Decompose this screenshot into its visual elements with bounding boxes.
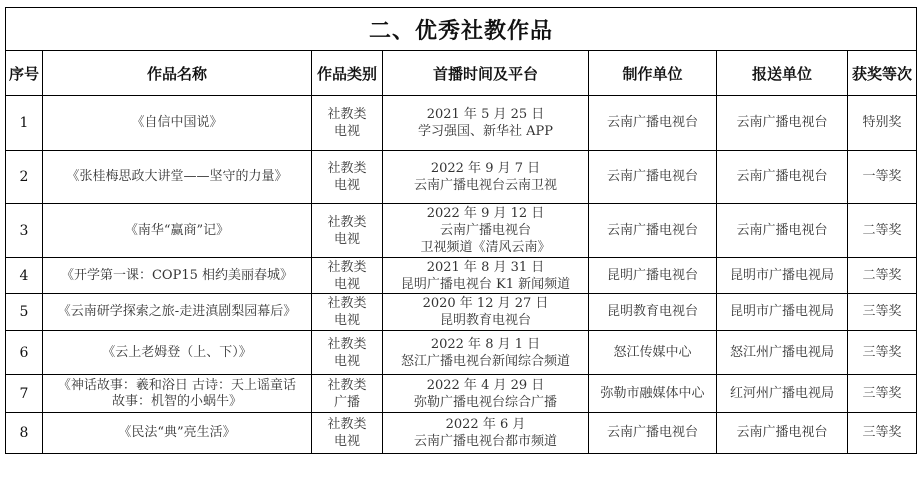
cell-producer: 云南广播电视台 (589, 151, 717, 204)
cell-category (312, 331, 383, 375)
table-row (6, 151, 917, 204)
cell-name-line: 《民法“典”亮生活》 (118, 425, 236, 440)
cell-award: 特别奖 (848, 96, 917, 151)
cell-category (312, 413, 383, 454)
table-title: 二、优秀社教作品 (6, 8, 917, 51)
cell-time-platform-line: 学习强国、新华社 APP (417, 124, 553, 139)
awards-table (5, 7, 917, 454)
cell-submitter: 云南广播电视台 (717, 204, 848, 258)
cell-time-platform-line: 2022 年 9 月 7 日 (430, 161, 541, 176)
cell-category-line: 广播 (333, 394, 360, 410)
cell-name (43, 96, 312, 151)
cell-name (43, 294, 312, 331)
cell-category (312, 258, 383, 294)
cell-producer: 昆明教育电视台 (589, 294, 717, 331)
cell-award: 三等奖 (848, 294, 917, 331)
table-row (6, 413, 917, 454)
cell-no: 6 (6, 331, 43, 375)
cell-producer: 云南广播电视台 (589, 413, 717, 454)
cell-category (312, 204, 383, 258)
header-submitter: 报送单位 (717, 51, 848, 96)
table-row (6, 258, 917, 294)
cell-name-line: 《开学第一课：COP15 相约美丽春城》 (60, 267, 294, 283)
cell-time-platform (383, 204, 589, 258)
cell-category (312, 151, 383, 204)
cell-category (312, 294, 383, 331)
cell-name-line: 《云南研学探索之旅-走进滇剧梨园幕后》 (57, 304, 297, 319)
cell-category-line: 社教类 (327, 296, 367, 311)
cell-category-line: 电视 (333, 124, 360, 139)
cell-name (43, 413, 312, 454)
cell-submitter: 云南广播电视台 (717, 151, 848, 204)
cell-time-platform (383, 413, 589, 454)
cell-producer: 昆明广播电视台 (589, 258, 717, 294)
cell-name (43, 331, 312, 375)
awards-table-container (5, 7, 916, 454)
cell-time-platform-line: 卫视频道《清风云南》 (420, 240, 551, 255)
cell-category-line: 社教类 (327, 259, 367, 275)
cell-time-platform-line: 2022 年 8 月 1 日 (430, 336, 541, 352)
cell-submitter: 昆明市广播电视局 (717, 258, 848, 294)
cell-award: 二等奖 (848, 258, 917, 294)
cell-submitter: 云南广播电视台 (717, 413, 848, 454)
cell-time-platform-line: 弥勒广播电视台综合广播 (413, 394, 557, 410)
cell-award: 一等奖 (848, 151, 917, 204)
cell-time-platform (383, 331, 589, 375)
header-producer: 制作单位 (589, 51, 717, 96)
cell-no: 3 (6, 204, 43, 258)
cell-category (312, 375, 383, 413)
cell-time-platform (383, 151, 589, 204)
cell-producer: 弥勒市融媒体中心 (589, 375, 717, 413)
cell-category-line: 社教类 (327, 417, 367, 432)
table-row (6, 96, 917, 151)
cell-time-platform-line: 云南广播电视台云南卫视 (413, 178, 557, 193)
cell-award: 三等奖 (848, 331, 917, 375)
cell-name (43, 204, 312, 258)
cell-name (43, 258, 312, 294)
cell-category (312, 96, 383, 151)
header-no: 序号 (6, 51, 43, 96)
cell-time-platform (383, 258, 589, 294)
cell-name-line: 《南华“赢商”记》 (124, 222, 230, 238)
cell-time-platform (383, 96, 589, 151)
cell-producer: 怒江传媒中心 (589, 331, 717, 375)
cell-name-line: 《云上老姆登（上、下）》 (102, 344, 252, 360)
cell-category-line: 电视 (333, 231, 360, 247)
cell-time-platform-line: 昆明广播电视台 K1 新闻频道 (400, 276, 571, 292)
cell-award: 二等奖 (848, 204, 917, 258)
header-category: 作品类别 (312, 51, 383, 96)
cell-time-platform-line: 云南广播电视台都市频道 (413, 434, 557, 449)
cell-award: 三等奖 (848, 413, 917, 454)
cell-time-platform-line: 2020 年 12 月 27 日 (422, 296, 549, 311)
table-row (6, 204, 917, 258)
cell-award: 三等奖 (848, 375, 917, 413)
cell-no: 4 (6, 258, 43, 294)
cell-no: 8 (6, 413, 43, 454)
cell-name (43, 151, 312, 204)
cell-submitter: 红河州广播电视局 (717, 375, 848, 413)
cell-name (43, 375, 312, 413)
cell-category-line: 社教类 (327, 214, 367, 230)
cell-time-platform (383, 375, 589, 413)
cell-no: 1 (6, 96, 43, 151)
table-row (6, 294, 917, 331)
cell-submitter: 云南广播电视台 (717, 96, 848, 151)
cell-no: 2 (6, 151, 43, 204)
cell-producer: 云南广播电视台 (589, 96, 717, 151)
cell-time-platform-line: 2021 年 5 月 25 日 (426, 107, 545, 122)
table-row (6, 331, 917, 375)
cell-category-line: 社教类 (327, 107, 367, 122)
cell-time-platform-line: 2021 年 8 月 31 日 (426, 259, 545, 275)
cell-name-line: 《张桂梅思政大讲堂——坚守的力量》 (66, 169, 288, 184)
cell-submitter: 昆明市广播电视局 (717, 294, 848, 331)
cell-name-line: 《神话故事：羲和浴日 古诗：天上谣童话 (57, 377, 297, 393)
cell-no: 7 (6, 375, 43, 413)
cell-time-platform-line: 2022 年 6 月 (445, 417, 526, 432)
cell-submitter: 怒江州广播电视局 (717, 331, 848, 375)
cell-no: 5 (6, 294, 43, 331)
header-time-platform: 首播时间及平台 (383, 51, 589, 96)
cell-category-line: 社教类 (327, 336, 367, 352)
cell-category-line: 电视 (333, 353, 360, 369)
cell-category-line: 电视 (333, 434, 360, 449)
cell-time-platform-line: 2022 年 4 月 29 日 (426, 377, 545, 393)
header-row (6, 51, 917, 96)
cell-time-platform-line: 2022 年 9 月 12 日 (426, 206, 545, 221)
table-row (6, 375, 917, 413)
header-award: 获奖等次 (848, 51, 917, 96)
cell-time-platform-line: 怒江广播电视台新闻综合频道 (400, 353, 570, 369)
cell-category-line: 电视 (333, 313, 360, 328)
cell-name-line: 《自信中国说》 (131, 115, 223, 130)
header-name: 作品名称 (43, 51, 312, 96)
cell-producer: 云南广播电视台 (589, 204, 717, 258)
cell-category-line: 电视 (333, 178, 360, 193)
cell-category-line: 电视 (333, 276, 360, 292)
cell-category-line: 社教类 (327, 377, 367, 393)
cell-time-platform-line: 云南广播电视台 (439, 223, 531, 238)
cell-time-platform (383, 294, 589, 331)
cell-category-line: 社教类 (327, 161, 367, 176)
cell-name-line: 故事：机智的小蜗牛》 (111, 393, 242, 409)
cell-time-platform-line: 昆明教育电视台 (439, 313, 531, 328)
